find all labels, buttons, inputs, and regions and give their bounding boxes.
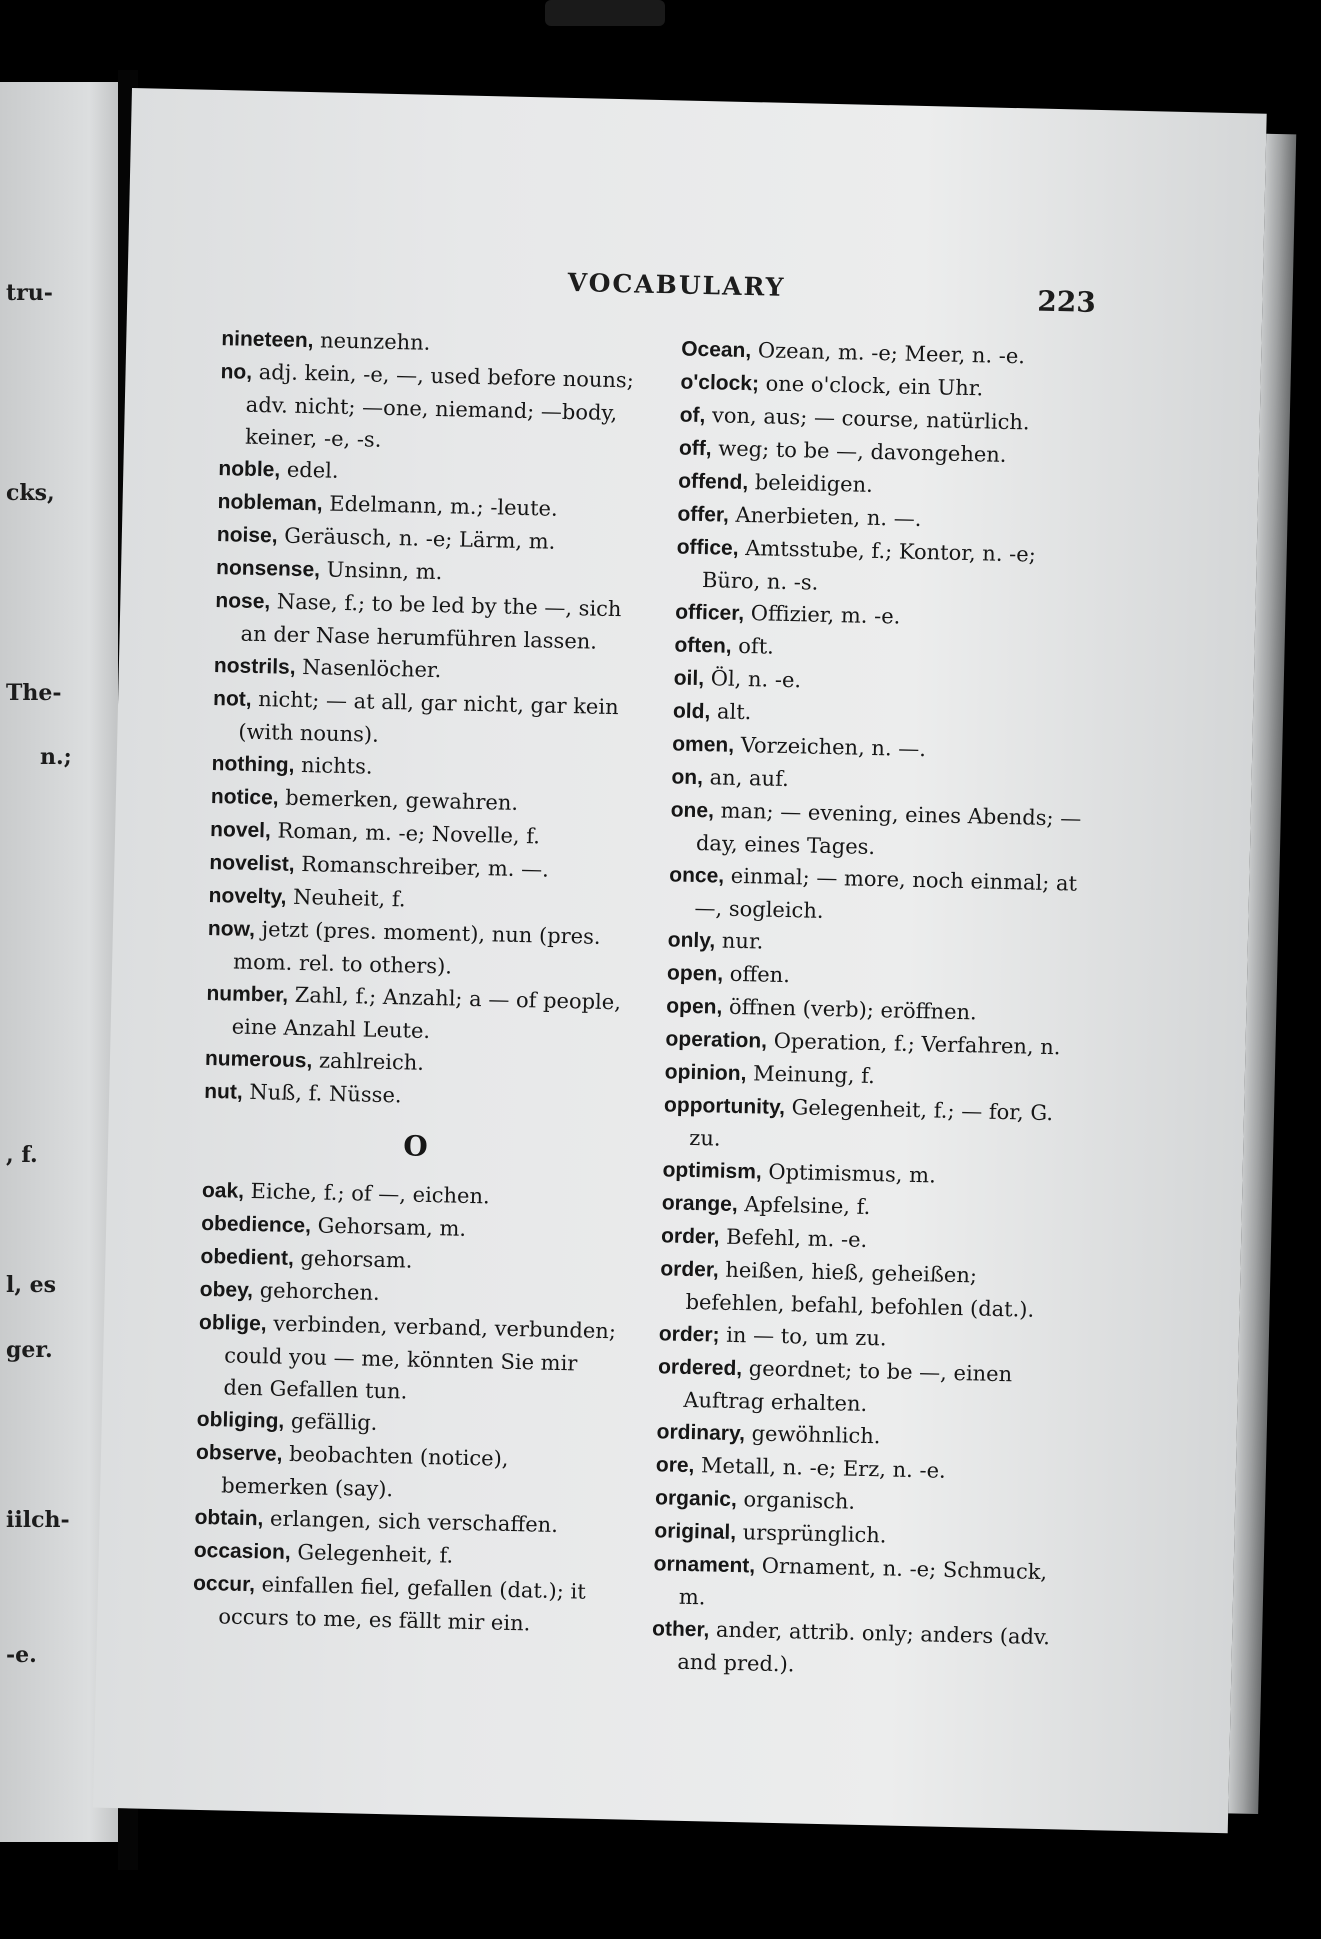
headword: Ocean, — [680, 337, 752, 363]
definition: nichts. — [294, 752, 373, 779]
headword: open, — [666, 961, 724, 986]
definition: adj. kein, -e, —, used before nouns; adv. nicht; —one, niemand; —body, keiner, -e, -s. — [244, 359, 635, 452]
headword: novelty, — [208, 883, 287, 909]
left-page-fragment: cks, — [6, 480, 55, 506]
headword: once, — [669, 863, 725, 888]
left-page-fragment: n.; — [40, 744, 72, 770]
headword: off, — [678, 436, 712, 461]
definition: neunzehn. — [313, 328, 431, 355]
headword: of, — [679, 403, 706, 428]
vocabulary-entry — [651, 1612, 1072, 1687]
definition: beleidigen. — [747, 470, 874, 497]
entries-n — [204, 322, 647, 1117]
left-page-fragment: -e. — [6, 1642, 37, 1668]
definition: ursprünglich. — [735, 1520, 887, 1548]
definition: man; — evening, eines Abends; — day, eines Tages. — [695, 798, 1082, 860]
right-page — [93, 88, 1267, 1833]
left-page-fragment: The- — [6, 680, 62, 706]
definition: Geräusch, n. -e; Lärm, m. — [277, 523, 556, 554]
definition: Edelmann, m.; -leute. — [322, 491, 558, 521]
entries-o — [192, 1174, 627, 1642]
left-page-fragment: l, es — [6, 1272, 57, 1298]
headword: ordered, — [657, 1355, 743, 1381]
page-top-shadow — [545, 0, 665, 26]
definition: nicht; — at all, gar nicht, gar kein (with nouns). — [238, 686, 619, 747]
headword: optimism, — [662, 1158, 763, 1184]
headword: order, — [660, 1224, 720, 1249]
section-letter: O — [402, 1129, 429, 1163]
entries-right — [651, 333, 1101, 1687]
headword: now, — [207, 916, 256, 942]
definition: geordnet; to be —, einen Auftrag erhalten. — [683, 1356, 1013, 1417]
definition: verbinden, verband, verbunden; could you — me, könnten Sie mir den Gefallen tun. — [223, 1311, 617, 1404]
definition: gehorchen. — [252, 1278, 380, 1305]
left-page-fragment: iilch- — [6, 1507, 70, 1533]
headword: one, — [670, 798, 715, 823]
definition: Nuß, f. Nüsse. — [242, 1079, 402, 1108]
headword: only, — [667, 928, 716, 953]
definition: Offizier, m. -e. — [743, 601, 901, 629]
definition: alt. — [710, 699, 752, 725]
definition: beobachten (notice), bemerken (say). — [221, 1441, 509, 1502]
definition: bemerken, gewahren. — [278, 785, 519, 815]
definition: Operation, f.; Verfahren, n. — [766, 1028, 1061, 1060]
headword: other, — [651, 1617, 710, 1642]
headword: not, — [212, 687, 252, 711]
headword: notice, — [210, 784, 279, 810]
vocabulary-entry — [214, 584, 640, 659]
headword: noble, — [218, 457, 281, 482]
headword: occur, — [192, 1571, 256, 1597]
definition: Meinung, f. — [746, 1061, 876, 1089]
left-page-fragment: , f. — [6, 1142, 38, 1168]
definition: edel. — [279, 457, 339, 483]
headword: operation, — [665, 1027, 768, 1053]
headword: oak, — [201, 1178, 245, 1203]
headword: office, — [676, 535, 739, 560]
left-page-fragment: ger. — [6, 1337, 53, 1363]
running-head: VOCABULARY — [567, 267, 786, 302]
headword: numerous, — [204, 1046, 313, 1073]
headword: obliging, — [196, 1407, 285, 1433]
vocabulary-entry — [657, 1350, 1078, 1425]
headword: offer, — [677, 502, 730, 527]
headword: omen, — [671, 732, 735, 757]
vocabulary-entry — [219, 355, 646, 462]
definition: Apfelsine, f. — [737, 1192, 871, 1220]
headword: observe, — [195, 1440, 283, 1466]
definition: in — to, um zu. — [719, 1322, 887, 1351]
definition: Neuheit, f. — [286, 884, 406, 912]
definition: an, auf. — [702, 765, 790, 792]
definition: erlangen, sich verschaffen. — [263, 1506, 559, 1538]
headword: opportunity, — [663, 1093, 786, 1120]
definition: nur. — [714, 928, 764, 954]
definition: Ornament, n. -e; Schmuck, m. — [678, 1553, 1048, 1610]
definition: Nasenlöcher. — [295, 654, 442, 683]
headword: offend, — [677, 469, 749, 495]
vocabulary-entry — [195, 1436, 621, 1511]
headword: obedient, — [200, 1244, 295, 1270]
definition: Zahl, f.; Anzahl; a — of people, eine Anzahl Leute. — [231, 982, 622, 1044]
definition: Romanschreiber, m. —. — [294, 851, 550, 882]
definition: Öl, n. -e. — [703, 666, 802, 693]
definition: Befehl, m. -e. — [719, 1224, 868, 1252]
right-column — [651, 333, 1101, 1687]
headword: occasion, — [193, 1538, 291, 1564]
headword: no, — [220, 360, 253, 384]
headword: oblige, — [198, 1310, 267, 1336]
definition: zahlreich. — [312, 1048, 425, 1075]
definition: einfallen fiel, gefallen (dat.); it occurs to me, es fällt mir ein. — [218, 1572, 586, 1636]
definition: Nase, f.; to be led by the —, sich an der Nase herumführen lassen. — [240, 589, 622, 654]
headword: organic, — [654, 1486, 738, 1512]
definition: ander, attrib. only; anders (adv. and pred.). — [677, 1617, 1051, 1677]
definition: Gelegenheit, f.; — for, G. zu. — [689, 1095, 1054, 1151]
headword: novel, — [209, 817, 272, 843]
headword: old, — [672, 699, 711, 724]
definition: Vorzeichen, n. —. — [733, 732, 927, 762]
definition: offen. — [722, 961, 791, 988]
headword: obey, — [199, 1277, 254, 1303]
headword: order; — [658, 1322, 720, 1347]
definition: Eiche, f.; of —, eichen. — [243, 1178, 490, 1209]
headword: ore, — [655, 1453, 695, 1478]
definition: Anerbieten, n. —. — [728, 502, 922, 532]
definition: Ozean, m. -e; Meer, n. -e. — [750, 338, 1026, 369]
page-edge — [1228, 134, 1296, 1814]
definition: weg; to be —, davongehen. — [711, 436, 1007, 467]
definition: gehorsam. — [293, 1245, 413, 1273]
definition: heißen, hieß, geheißen; befehlen, befahl, befohlen (dat.). — [685, 1257, 1035, 1322]
definition: Metall, n. -e; Erz, n. -e. — [694, 1453, 946, 1483]
headword: nobleman, — [217, 490, 323, 516]
headword: ornament, — [653, 1552, 756, 1578]
headword: officer, — [674, 600, 745, 626]
definition: Gehorsam, m. — [310, 1213, 467, 1241]
vocabulary-entry — [670, 793, 1091, 868]
headword: oil, — [673, 666, 705, 691]
headword: obtain, — [194, 1505, 264, 1531]
vocabulary-entry — [663, 1088, 1084, 1163]
page-number: 223 — [1037, 284, 1097, 319]
headword: original, — [654, 1519, 737, 1545]
definition: Optimismus, m. — [761, 1159, 937, 1188]
vocabulary-entry — [653, 1547, 1074, 1622]
headword: order, — [660, 1257, 719, 1282]
headword: nonsense, — [215, 556, 321, 582]
vocabulary-entry — [197, 1306, 624, 1413]
headword: nothing, — [211, 751, 295, 777]
headword: nut, — [203, 1079, 243, 1104]
definition: gewöhnlich. — [744, 1421, 881, 1449]
definition: one o'clock, ein Uhr. — [758, 371, 984, 401]
left-column — [192, 322, 647, 1641]
definition: Roman, m. -e; Novelle, f. — [270, 818, 541, 849]
headword: obedience, — [200, 1211, 312, 1238]
headword: nineteen, — [221, 327, 314, 353]
headword: noise, — [216, 523, 278, 548]
vocabulary-entry — [668, 858, 1089, 933]
vocabulary-entry — [207, 912, 633, 987]
headword: nostrils, — [213, 654, 296, 679]
headword: often, — [674, 633, 732, 658]
definition: von, aus; — course, natürlich. — [705, 403, 1030, 435]
headword: opinion, — [664, 1060, 747, 1086]
vocabulary-entry — [192, 1567, 618, 1642]
headword: o'clock; — [680, 370, 760, 396]
vocabulary-entry — [659, 1252, 1080, 1327]
headword: novelist, — [209, 850, 295, 876]
left-page-fragment: tru- — [6, 280, 53, 306]
definition: jetzt (pres. moment), nun (pres. mom. rel. to others). — [232, 917, 601, 979]
headword: ordinary, — [656, 1420, 746, 1446]
headword: nose, — [215, 589, 271, 614]
definition: Amtsstube, f.; Kontor, n. -e; Büro, n. -s. — [701, 535, 1037, 595]
definition: einmal; — more, noch einmal; at —, sogleich. — [694, 863, 1078, 923]
definition: öffnen (verb); eröffnen. — [722, 994, 978, 1025]
headword: orange, — [661, 1191, 738, 1217]
definition: Unsinn, m. — [319, 557, 443, 585]
headword: on, — [671, 765, 704, 790]
definition: organisch. — [736, 1487, 856, 1514]
definition: oft. — [731, 633, 775, 659]
headword: number, — [206, 981, 289, 1007]
vocabulary-entry — [676, 530, 1097, 605]
definition: Gelegenheit, f. — [290, 1539, 454, 1568]
vocabulary-entry — [205, 977, 631, 1052]
definition: gefällig. — [284, 1408, 378, 1435]
headword: open, — [666, 994, 723, 1019]
vocabulary-entry — [212, 682, 638, 757]
